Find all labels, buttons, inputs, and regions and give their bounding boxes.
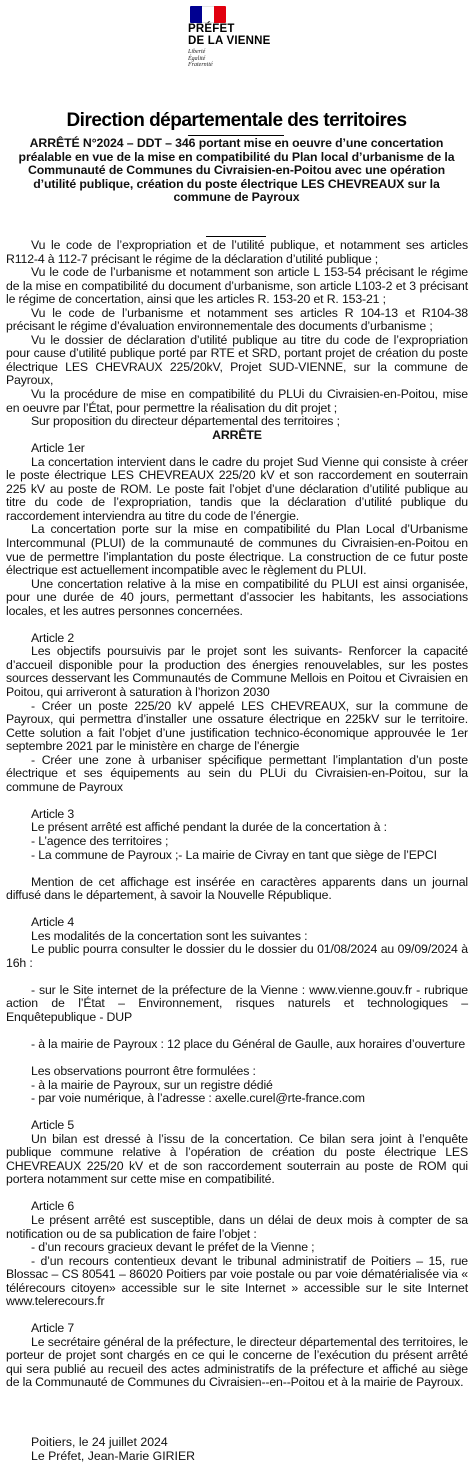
visa-procedure: Vu la procédure de mise en compatibilité du PLUi du Civraisien-en-Poitou, mise en oeuvre par l’État, pour permettre la réalisation du dit projet ; xyxy=(6,387,468,415)
motto-egalite: Égalité xyxy=(188,55,206,62)
article-3-paragraph: Mention de cet affichage est insérée en caractères apparents dans un journal diffusé dans le département, à savoir la Nouvelle République. xyxy=(6,874,468,903)
visa-evaluation: Vu le code de l’urbanisme et notamment ses articles R 104-13 et R104-38 précisant le régime d’évaluation environnementale des documents d’urbanisme ; xyxy=(6,305,468,334)
article-4-paragraph: - à la mairie de Payroux : 12 place du Général de Gaulle, aux horaires d’ouverture xyxy=(31,1036,466,1051)
french-flag-icon xyxy=(190,6,226,23)
article-6-heading: Article 6 xyxy=(31,1199,75,1214)
article-3-paragraph: - L’agence des territoires ; xyxy=(31,833,169,848)
article-1-paragraph: La concertation intervient dans le cadre du projet Sud Vienne qui consiste à créer le poste électrique LES CHEVREAUX 225/20 kV et son raccordement en souterrain 225 kV au poste de ROM. Le poste fait l’objet d’une déclaration d’utilité publique au titre du code de l’expropriation, tandis que la déclaration d’utilité publique du raccordement interviendra au titre du code de l’énergie. xyxy=(6,454,468,523)
signature-place-date: Poitiers, le 24 juillet 2024 xyxy=(31,1435,168,1449)
article-1-heading: Article 1er xyxy=(31,441,85,456)
article-2-paragraph: - Créer une zone à urbaniser spécifique permettant l’implantation d’un poste électrique et ses équipements au sein du PLUi du Civraisien-en-Poitou, sur la commune de Payroux xyxy=(6,752,468,794)
article-3-heading: Article 3 xyxy=(31,806,75,821)
logo-department-line: DE LA VIENNE xyxy=(188,35,271,47)
article-2-paragraph: Les objectifs poursuivis par le projet sont les suivants- Renforcer la capacité d’accueil disponible pour la production des énergies renouvelables, sur les postes sources desservant les Communautés de Commune Mellois en Poitou et Civraisien en Poitou, qui arriveront à saturation à l’horizon 2030 xyxy=(6,644,468,699)
motto-fraternite: Fraternité xyxy=(188,62,213,68)
article-4-heading: Article 4 xyxy=(31,915,75,930)
article-3-paragraph: - La commune de Payroux ;- La mairie de Civray en tant que siège de l’EPCI xyxy=(31,847,437,862)
article-6-paragraph: - d’un recours gracieux devant le préfet de la Vienne ; xyxy=(31,1240,315,1255)
republic-motto xyxy=(188,49,288,69)
motto-liberte: Liberté xyxy=(188,49,206,55)
article-3-paragraph: Le présent arrêté est affiché pendant la durée de la concertation à : xyxy=(31,820,387,835)
visa-urbanisme: Vu le code de l’urbanisme et notamment son article L 153-54 précisant le régime de la mise en compatibilité du document d’urbanisme, son article L103-2 et 3 précisant le régime de concertation, ainsi que les articles R. 153-20 et R. 153-21 ; xyxy=(6,265,468,307)
article-4-paragraph: - par voie numérique, à l’adresse : axelle.curel@rte-france.com xyxy=(31,1091,365,1106)
article-5-heading: Article 5 xyxy=(31,1118,75,1133)
directorate-title: Direction départementale des territoires xyxy=(66,110,407,131)
article-1-paragraph: Une concertation relative à la mise en compatibilité du PLUI est ainsi organisée, pour une durée de 40 jours, permettant d’associer les habitants, les associations locales, et les autres personnes concernées. xyxy=(6,576,468,618)
arrete-title: ARRÊTÉ N°2024 – DDT – 346 portant mise en oeuvre d’une concertation préalable en vue de la mise en compatibilité du Plan local d’urbanisme de la Communauté de Communes du Civraisien-en-Poitou avec une opération d’utilité publique, création du poste électrique LES CHEVREAUX sur la commune de Payroux xyxy=(18,136,455,205)
logo-prefet-line: PRÉFET xyxy=(188,23,235,35)
title-underline xyxy=(206,236,266,237)
article-4-paragraph: - sur le Site internet de la préfecture de la Vienne : www.vienne.gouv.fr - rubrique action de l’État – Environnement, risques naturels et technologiques – Enquêtepublique - DUP xyxy=(6,982,468,1024)
visa-proposition: Sur proposition du directeur départemental des territoires ; xyxy=(31,414,340,429)
signature-signer: Le Préfet, Jean-Marie GIRIER xyxy=(31,1448,196,1463)
article-6-paragraph: Le présent arrêté est susceptible, dans un délai de deux mois à compter de sa notification ou de sa publication de faire l’objet : xyxy=(6,1212,468,1241)
arrete-body xyxy=(6,239,468,1390)
article-4-paragraph: Le public pourra consulter le dossier du le dossier du 01/08/2024 au 09/09/2024 à 16h : xyxy=(6,942,468,970)
article-2-heading: Article 2 xyxy=(31,630,75,645)
article-4-paragraph: Les modalités de la concertation sont les suivantes : xyxy=(31,928,308,943)
signature-block xyxy=(31,1436,195,1463)
article-1-paragraph: La concertation porte sur la mise en compatibilité du Plan Local d’Urbanisme Intercommunal (PLUI) de la communauté de communes du Civraisien-en-Poitou en vue de permettre l’implantation du poste électrique. La construction de ce futur poste électrique est actuellement incompatible avec le règlement du PLUI. xyxy=(6,522,468,578)
article-4-paragraph: - à la mairie de Payroux, sur un registre dédié xyxy=(31,1077,273,1092)
article-6-paragraph: - d’un recours contentieux devant le tribunal administratif de Poitiers – 15, rue Blossac – CS 80541 – 86020 Poitiers par voie postale ou par voie dématérialisée via « télérecours citoyen» accessible sur le site Internet » accessible sur le site Internet www.telerecours.fr xyxy=(6,1253,468,1309)
article-5-paragraph: Un bilan est dressé à l’issu de la concertation. Ce bilan sera joint à l’enquête publique commune relative à l’opération de création du poste électrique LES CHEVREAUX 225/20 kV et de son raccordement souterrain au poste de ROM qui portera notamment sur cette mise en compatibilité. xyxy=(6,1131,468,1187)
article-7-paragraph: Le secrétaire général de la préfecture, le directeur départemental des territoires, le porteur de projet sont chargés en ce qui le concerne de l’exécution du présent arrêté qui sera publié au recueil des actes administratifs de la préfecture et affiché au siège de la Communauté de Communes du Civraisien--en--Poitou et à la mairie de Payroux. xyxy=(6,1334,468,1390)
article-7-heading: Article 7 xyxy=(31,1321,75,1336)
visa-dossier-dup: Vu le dossier de déclaration d’utilité publique au titre du code de l’expropriation pour cause d’utilité publique porté par RTE et SRD, portant projet de création du poste électrique LES CHEVRAUX 225/20kV, Projet SUD-VIENNE, sur la commune de Payroux, xyxy=(6,332,468,388)
article-4-paragraph: Les observations pourront être formulées : xyxy=(31,1064,256,1079)
prefecture-logo xyxy=(188,6,288,69)
article-2-paragraph: - Créer un poste 225/20 kV appelé LES CHEVREAUX, sur la commune de Payroux, qui permettra d’installer une ossature électrique en 225kV sur le territoire. Cette solution a fait l’objet d’une justification technico-économique approuvée le 1er septembre 2021 par le ministère en charge de l’énergie xyxy=(6,698,468,754)
visa-expropriation: Vu le code de l’expropriation et de l’utilité publique, et notamment ses articles R112-4 à 112-7 précisant le régime de la déclaration d’utilité publique ; xyxy=(6,238,468,266)
arrete-heading: ARRÊTE xyxy=(212,427,262,442)
